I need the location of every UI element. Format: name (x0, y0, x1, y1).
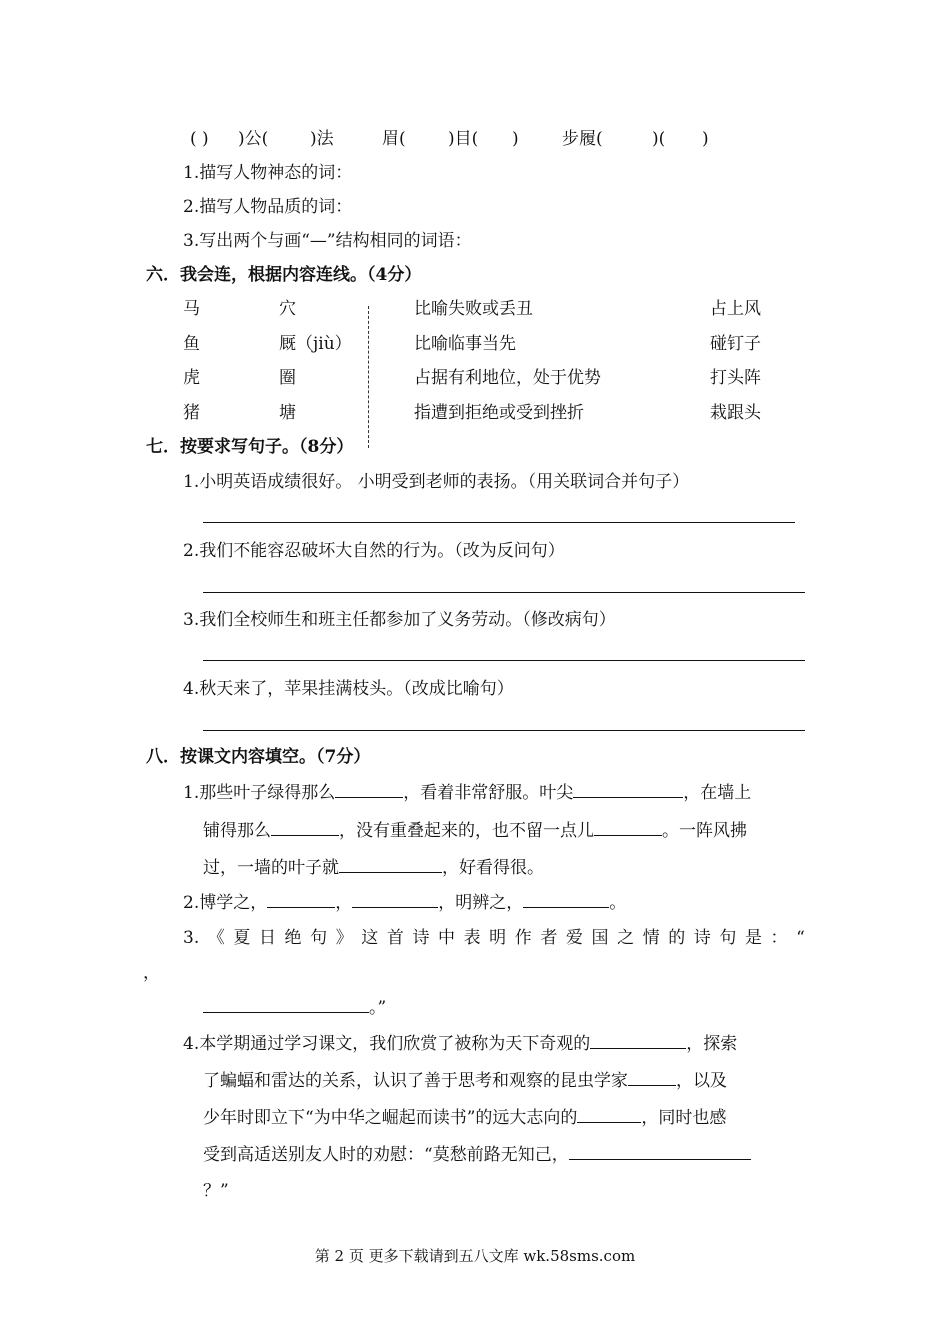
q3-char: 句 (719, 928, 737, 948)
sec7-q2: 2.我们不能容忍破坏大自然的行为。（改为反问句） (183, 541, 565, 561)
sec8-title: 八．按课文内容填空。（7分） (146, 747, 371, 767)
sec7-title: 七．按要求写句子。（8分） (146, 437, 354, 457)
q3-char: 情 (642, 928, 660, 948)
q1-text-b: ，看着非常舒服。叶尖 (403, 783, 574, 803)
q3-char: 国 (591, 928, 609, 948)
idiom-2: 眉( (382, 129, 406, 149)
q3-char: 绝 (284, 928, 302, 948)
q3-char: 夏 (233, 928, 251, 948)
sec8-q3-comma: ， (143, 963, 160, 983)
blank-q3-2[interactable] (203, 996, 369, 1013)
sec8-q1-line1 (183, 781, 751, 804)
q4-text-a: 4.本学期通过学习课文，我们欣赏了被称为天下奇观的 (183, 1034, 591, 1054)
q1-text-f: 。一阵风拂 (662, 821, 747, 841)
q3-char: 日 (258, 928, 276, 948)
q3-char: 《 (207, 928, 225, 948)
match-left2-3: 塘 (279, 403, 296, 423)
match-meaning-0: 比喻失败或丢丑 (414, 299, 533, 319)
match-divider (368, 306, 369, 448)
sec8-q4-line2 (203, 1069, 727, 1092)
match-left2-0: 穴 (279, 299, 296, 319)
q3-char: “ (796, 928, 805, 948)
answer-line-1 (203, 522, 795, 523)
q1-text-d: 铺得那么 (203, 821, 271, 841)
blank-q4-2[interactable] (628, 1069, 676, 1086)
sec5-q2: 2.描写人物品质的词： (183, 197, 353, 217)
idiom-3: 步履( (562, 129, 603, 149)
sec7-q1: 1.小明英语成绩很好。 小明受到老师的表扬。（用关联词合并句子） (183, 472, 690, 492)
q3-char: 3. (183, 928, 200, 948)
sec8-q4-line1 (183, 1032, 737, 1055)
q3-char: 之 (617, 928, 635, 948)
sec8-q2 (183, 891, 626, 914)
blank-q1-3[interactable] (271, 819, 339, 836)
q3-char: 》 (335, 928, 353, 948)
q3-char: 表 (463, 928, 481, 948)
sec8-q4-line4 (203, 1143, 751, 1166)
q3-char: 是 (744, 928, 762, 948)
idiom-1: ( ) (190, 129, 209, 149)
q1-text-e: ，没有重叠起来的，也不留一点儿 (339, 821, 594, 841)
q2-text-c: ，明辨之， (438, 893, 524, 913)
match-meaning-2: 占据有利地位，处于优势 (414, 368, 601, 388)
sec5-q3: 3.写出两个与画“—”结构相同的词语： (183, 231, 472, 251)
q3-char: 爱 (565, 928, 583, 948)
match-left1-1: 鱼 (183, 334, 200, 354)
sec6-title: 六．我会连，根据内容连线。（4分） (146, 265, 422, 285)
answer-line-4 (203, 730, 805, 731)
q3-char: 的 (668, 928, 686, 948)
match-word-2: 打头阵 (710, 368, 761, 388)
match-meaning-3: 指遭到拒绝或受到挫折 (414, 403, 584, 423)
idiom-3-mid: )( (652, 129, 666, 149)
sec8-q3-line1 (183, 927, 805, 949)
match-meaning-1: 比喻临事当先 (414, 334, 516, 354)
match-left2-2: 圈 (279, 368, 296, 388)
q1-text-h: ，好看得很。 (442, 858, 544, 878)
q3-char: 句 (310, 928, 328, 948)
idiom-1-mid: )公( (238, 129, 269, 149)
blank-q2-1[interactable] (267, 891, 335, 908)
q3-char: 诗 (693, 928, 711, 948)
q1-text-c: ，在墙上 (683, 783, 752, 803)
q3-char: 作 (514, 928, 532, 948)
sec8-q1-line2 (203, 819, 747, 842)
idiom-2-mid: )目( (448, 129, 479, 149)
q3-char: 这 (361, 928, 379, 948)
q4-text-d: ，以及 (676, 1071, 727, 1091)
sec8-q1-line3 (203, 856, 544, 879)
blank-q4-1[interactable] (590, 1032, 686, 1049)
answer-line-2 (203, 592, 805, 593)
idiom-2-end: ) (512, 129, 519, 149)
blank-q1-2[interactable] (573, 781, 683, 798)
blank-q1-5[interactable] (339, 856, 442, 873)
blank-q4-3[interactable] (577, 1106, 641, 1123)
q1-text-a: 1.那些叶子绿得那么 (183, 783, 336, 803)
blank-q1-4[interactable] (594, 819, 662, 836)
match-left1-0: 马 (183, 299, 200, 319)
q3-char: 中 (438, 928, 456, 948)
sec8-q4-end: ？” (203, 1181, 229, 1201)
q4-text-c: 了蝙蝠和雷达的关系，认识了善于思考和观察的昆虫学家 (203, 1071, 628, 1091)
page-footer: 第 2 页 更多下载请到五八文库 wk.58sms.com (314, 1247, 636, 1265)
q3-char: 明 (489, 928, 507, 948)
q4-text-b: ，探索 (686, 1034, 738, 1054)
match-word-1: 碰钉子 (710, 334, 761, 354)
q3-char: ： (770, 928, 788, 948)
q3-end: 。” (369, 998, 387, 1018)
q4-text-e: 少年时即立下“为中华之崛起而读书”的远大志向的 (203, 1108, 578, 1128)
sec7-q3: 3.我们全校师生和班主任都参加了义务劳动。（修改病句） (183, 610, 616, 630)
blank-q1-1[interactable] (335, 781, 403, 798)
sec5-q1: 1.描写人物神态的词： (183, 163, 353, 183)
blank-q4-4[interactable] (569, 1143, 751, 1160)
q3-char: 首 (386, 928, 404, 948)
q1-text-g: 过，一墙的叶子就 (203, 858, 339, 878)
q2-text-b: ， (335, 893, 353, 913)
match-left2-1: 厩（jiù） (279, 334, 352, 354)
idiom-3-end: ) (702, 129, 709, 149)
blank-q2-2[interactable] (352, 891, 438, 908)
q3-char: 者 (540, 928, 558, 948)
blank-q2-3[interactable] (523, 891, 609, 908)
q4-text-f: ，同时也感 (641, 1108, 727, 1128)
q3-char: 诗 (412, 928, 430, 948)
match-word-3: 栽跟头 (710, 403, 761, 423)
match-left1-3: 猪 (183, 403, 200, 423)
match-word-0: 占上风 (710, 299, 761, 319)
idiom-1-end: )法 (310, 129, 334, 149)
answer-line-3 (203, 660, 805, 661)
sec8-q3-line3 (203, 996, 386, 1019)
idiom-row (190, 128, 709, 150)
sec8-q4-line3 (203, 1106, 726, 1129)
q2-text-d: 。 (609, 893, 627, 913)
sec7-q4: 4.秋天来了，苹果挂满枝头。（改成比喻句） (183, 679, 514, 699)
match-left1-2: 虎 (183, 368, 200, 388)
q4-text-g: 受到高适送别友人时的劝慰：“莫愁前路无知己， (203, 1145, 569, 1165)
q2-text-a: 2.博学之， (183, 893, 268, 913)
